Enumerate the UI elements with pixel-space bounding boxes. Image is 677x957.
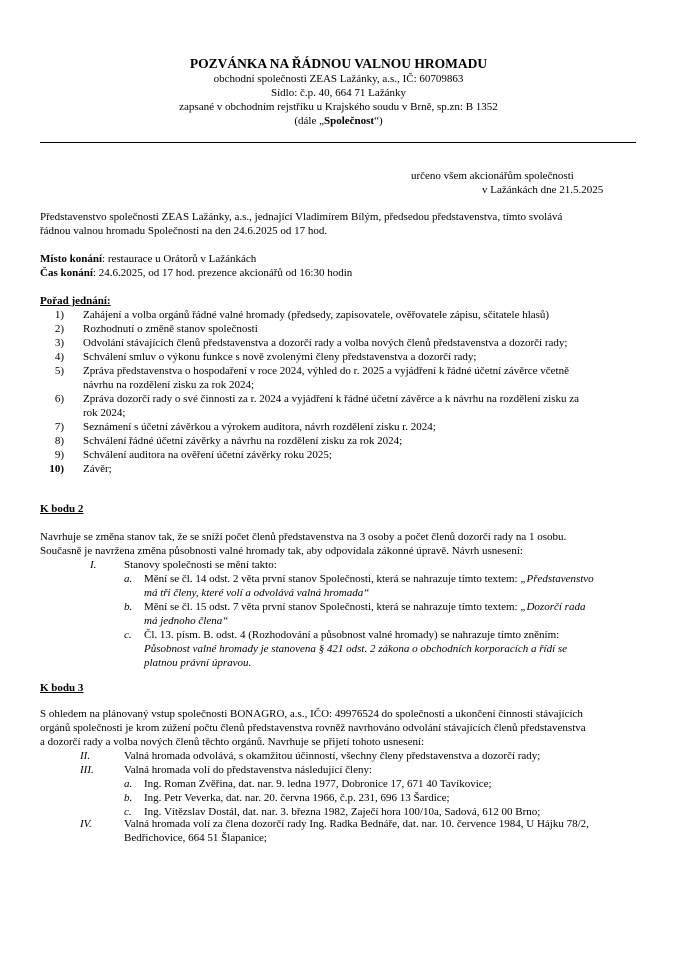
resolution-text: Valná hromada volí do představenstva následující členy: (124, 764, 373, 776)
registry-line: zapsané v obchodním rejstříku u Krajského soudu v Brně, sp.zn: B 1352 (179, 101, 498, 113)
agenda-item-number: 10) (49, 463, 64, 475)
agenda-item-text: návrhu na rozdělení zisku za rok 2024; (83, 379, 255, 391)
subitem-plain-text: Mění se čl. 15 odst. 7 věta první stanov Společnosti, která se nahrazuje tímto textem: (144, 601, 521, 613)
agenda-item-text: Zpráva představenstva o hospodaření v roce 2024, výhled do r. 2025 a vyjádření k řádné účetní závěrce včetně (83, 365, 569, 377)
agenda-item-text: Zahájení a volba orgánů řádné valné hromady (předsedy, zapisovatele, ověřovatele zápisu, sčitatele hlasů) (83, 309, 550, 321)
subitem-quoted-text: Působnost valné hromady je stanovena § 421 odst. 2 zákona o obchodních korporacích a řídí se (144, 643, 568, 655)
agenda-item-text: Závěr; (83, 463, 112, 475)
agenda-item-text: Odvolání stávajících členů představenstva a dozorčí rady a volba nových členů představenstva a dozorčí rady; (83, 337, 568, 349)
point3-para-line-3: a dozorčí rady a volba nových členů těchto orgánů. Navrhuje se přijetí tohoto usnesení: (40, 736, 425, 748)
subitem-plain-text: Čl. 13. písm. B. odst. 4 (Rozhodování a působnost valné hromady) se nahrazuje tímto zněním: (144, 629, 560, 641)
member-text: Ing. Petr Veverka, dat. nar. 20. června 1966, č.p. 231, 696 13 Šardice; (144, 792, 450, 804)
resolution-numeral-4: IV. (80, 818, 92, 830)
agenda-heading: Pořad jednání: (40, 295, 111, 307)
venue-time: Čas konání: 24.6.2025, od 17 hod. prezence akcionářů od 16:30 hodin (40, 267, 353, 279)
subitem-quoted-text: „Dozorčí rada (520, 601, 586, 613)
resolution-text: Valná hromada odvolává, s okamžitou účinností, všechny členy představenstva a dozorčí rady; (124, 750, 541, 762)
agenda-item-number: 1) (54, 309, 64, 321)
subitem-letter: a. (124, 573, 133, 585)
point2-heading: K bodu 2 (40, 503, 84, 515)
point3-para-line-1: S ohledem na plánovaný vstup společnosti BONAGRO, a.s., IČO: 49976524 do společnosti a ukončení činnosti stávajících (40, 708, 583, 720)
point3-heading: K bodu 3 (40, 682, 84, 694)
subitem-line-1 (144, 573, 594, 587)
agenda-item-number: 6) (54, 393, 64, 405)
subitem-quoted-text-cont: má tři členy, které volí a odvolává valná hromada“ (144, 587, 370, 599)
point3-para-line-2: orgánů společnosti je krom zúžení počtu členů představenstva rovněž navrhováno odvolání stávajících členů představenstva (40, 722, 586, 734)
agenda-item-text: Seznámení s účetní závěrkou a výrokem auditora, návrh rozdělení zisku r. 2024; (83, 421, 436, 433)
addressee-line: určeno všem akcionářům společnosti (411, 170, 574, 182)
resolution-numeral: III. (80, 764, 94, 776)
resolution-4-line-1: Valná hromada volí za člena dozorčí rady Ing. Radka Bednáře, dat. nar. 10. července 1984, U Hájku 78/2, (124, 818, 589, 830)
point2-para-line-1: Navrhuje se změna stanov tak, že se sníží počet členů představenstva na 3 osoby a počet členů dozorčí rady na 1 osobu. (40, 531, 567, 543)
agenda-item-text: Schválení smluv o výkonu funkce s nově zvolenými členy představenstva a dozorčí rady; (83, 351, 477, 363)
intro-line-2: řádnou valnou hromadu Společnosti na den 24.6.2025 od 17 hod. (40, 225, 328, 237)
date-line: v Lažánkách dne 21.5.2025 (482, 184, 604, 196)
agenda-item-text: Schválení řádné účetní závěrky a návrhu na rozdělení zisku za rok 2024; (83, 435, 403, 447)
agenda-item-number: 2) (54, 323, 64, 335)
intro-line-1: Představenstvo společnosti ZEAS Lažánky, a.s., jednající Vladimírem Bílým, předsedou představenstva, tímto svolává (40, 211, 563, 223)
subitem-quoted-text-cont: má jednoho člena“ (144, 615, 229, 627)
subitem-quoted-text: „Představenstvo (520, 573, 594, 585)
subitem-quoted-text-cont: platnou právní úpravou. (144, 657, 252, 669)
member-text: Ing. Vítězslav Dostál, dat. nar. 3. března 1982, Zaječí hora 100/10a, Sadová, 612 00 Brno; (144, 806, 541, 818)
document-title: POZVÁNKA NA ŘÁDNOU VALNOU HROMADU (189, 56, 488, 71)
agenda-item-number: 3) (54, 337, 64, 349)
subitem-letter: c. (124, 629, 132, 641)
subitem-letter: b. (124, 601, 133, 613)
resolution-numeral: II. (80, 750, 91, 762)
subitem-plain-text: Mění se čl. 14 odst. 2 věta první stanov Společnosti, která se nahrazuje tímto textem: (144, 573, 521, 585)
member-text: Ing. Roman Zvěřina, dat. nar. 9. ledna 1977, Dobronice 17, 671 40 Tavíkovice; (144, 778, 492, 790)
member-letter: c. (124, 806, 132, 818)
venue-place: Místo konání: restaurace u Orátorů v Lažánkách (40, 253, 257, 265)
short-name-line: (dále „Společnost“) (294, 115, 383, 127)
member-letter: a. (124, 778, 133, 790)
member-letter: b. (124, 792, 133, 804)
resolution-numeral: I. (90, 559, 97, 571)
agenda-item-number: 4) (54, 351, 64, 363)
resolution-text: Stanovy společnosti se mění takto: (124, 559, 277, 571)
agenda-item-text: rok 2024; (83, 407, 126, 419)
agenda-item-text: Rozhodnutí o změně stanov společnosti (83, 323, 258, 335)
agenda-item-number: 8) (54, 435, 64, 447)
company-line: obchodní společnosti ZEAS Lažánky, a.s., IČ: 60709863 (213, 73, 464, 85)
resolution-4-line-2: Bedřichovice, 664 51 Šlapanice; (124, 832, 267, 844)
agenda-item-text: Zpráva dozorčí rady o své činnosti za r. 2024 a vyjádření k řádné účetní závěrce a k návrhu na rozdělení zisku za (83, 393, 580, 405)
agenda-item-text: Schválení auditora na ověření účetní závěrky roku 2025; (83, 449, 332, 461)
subitem-line-1 (144, 629, 559, 643)
agenda-item-number: 9) (54, 449, 64, 461)
subitem-line-1 (144, 601, 585, 615)
seat-line: Sídlo: č.p. 40, 664 71 Lažánky (270, 87, 407, 99)
agenda-item-number: 7) (54, 421, 64, 433)
point2-para-line-2: Současně je navržena změna působnosti valné hromady tak, aby odpovídala zákonné úpravě. Návrh usnesení: (40, 545, 523, 557)
agenda-item-number: 5) (54, 365, 64, 377)
header-divider (40, 142, 636, 143)
